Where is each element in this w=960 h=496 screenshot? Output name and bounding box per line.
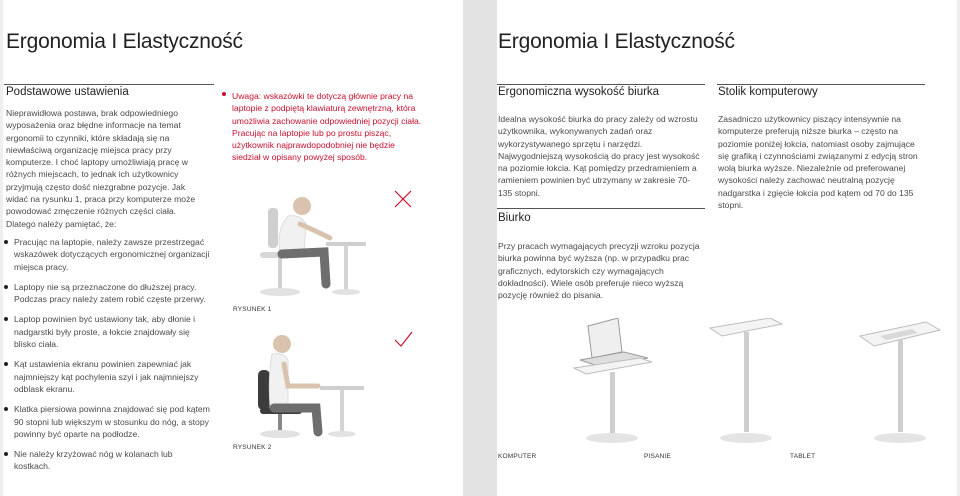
caption-pisanie: PISANIE	[644, 453, 672, 460]
desk-title: Biurko	[498, 212, 531, 224]
desk-base	[874, 433, 926, 443]
computer-table-text: Zasadniczo użytkownicy piszący intensywnie na komputerze preferują niższe biurka – często na poziomie poniżej łokcia, natomiast osoby zajmujące się grafiką i czynnościami związanymi z edycją stron wolą biurka wyższe. Niezależnie od preferowanej wysokości należy zachować neutralną pozycję nadgarstka i zgięcie łokcia pod kątem od 70 do 135 stopni.	[718, 114, 918, 211]
figure-1-illustration	[230, 180, 390, 305]
arm	[284, 364, 318, 386]
desk-column	[898, 340, 903, 432]
left-page-edge	[0, 0, 3, 496]
head	[273, 335, 291, 353]
column-2-rule	[717, 84, 925, 85]
head	[293, 197, 311, 215]
chair-post	[278, 414, 282, 432]
desk-base	[586, 433, 638, 443]
chair-post	[278, 258, 282, 288]
warning-text: Uwaga: wskazówki te dotyczą głównie pracy na laptopie z podpiętą klawiaturą zewnętrzną, która umożliwia zachowanie odpowiedniej pozycji ciała. Pracując na laptopie lub po prostu pisząc, użytkownik najprawdopodobniej nie będzie siedział w opisany powyżej sposób.	[232, 91, 422, 163]
computer-table-title: Stolik komputerowy	[718, 86, 818, 98]
chair-back	[268, 208, 278, 248]
figure-1-label: RYSUNEK 1	[233, 306, 272, 313]
desk-base	[720, 433, 772, 443]
section-rule	[4, 84, 214, 85]
caption-komputer: KOMPUTER	[498, 453, 537, 460]
intro-paragraph: Nieprawidłowa postawa, brak odpowiedniego wyposażenia oraz błędne informacje na temat ergonomii to czynniki, które składają się na niewłaściwą organizację miejsca pracy przy komputerze. I choć laptopy umożliwiają pracę w różnych miejscach, to jednak ich użytkownicy przyjmują często dość niezgrabne pozycje. Jak widać na rysunku 1, praca przy komputerze może powodować zmęczenie różnych części ciała. Dlatego należy pamiętać, że:	[6, 108, 196, 229]
desk-column	[610, 372, 615, 434]
chair-base	[260, 430, 300, 438]
table-leg	[340, 390, 344, 432]
cross-icon	[392, 188, 414, 210]
desk-text: Przy pracach wymagających precyzji wzroku pozycja biurka powinna być wyższa (np. w przypadku prac graficznych, edytorskich czy wymagających dokładności). Wiele osób preferuje nieco wyższą pozycję również do pisania.	[498, 241, 700, 301]
list-item: Nie należy krzyżować nóg w kolanach lub kostkach.	[4, 448, 210, 473]
legs	[282, 252, 326, 284]
figure-2-illustration	[230, 320, 390, 440]
column-1-rule	[497, 84, 705, 85]
book-spine	[463, 0, 497, 496]
table-leg	[344, 246, 348, 290]
table-base	[332, 289, 360, 295]
section-title-basic-settings: Podstawowe ustawienia	[6, 86, 129, 98]
figure-2-label: RYSUNEK 2	[233, 444, 272, 451]
laptop-screen	[588, 318, 622, 358]
tablet-desk	[860, 322, 940, 443]
chair-back	[258, 370, 270, 410]
column-1b-rule	[497, 208, 705, 209]
list-item: Laptopy nie są przeznaczone do dłuższej pracy. Podczas pracy należy zatem robić częste przerwy.	[4, 281, 210, 306]
list-item: Laptop powinien być ustawiony tak, aby dłonie i nadgarstki były proste, a łokcie znajdowały się blisko ciała.	[4, 313, 210, 350]
guidelines-list	[4, 236, 210, 481]
torso	[279, 216, 306, 252]
writing-desk	[710, 318, 782, 443]
left-page-title: Ergonomia I Elastyczność	[6, 30, 243, 53]
computer-desk	[574, 318, 652, 443]
desk-positions-illustration	[560, 318, 960, 453]
desk-height-text: Idealna wysokość biurka do pracy zależy od wzrostu użytkownika, wykonywanych zadań oraz wykorzystywanego sprzętu i narzędzi. Najwygodniejszą wysokością do pracy jest wysokość na poziomie łokcia. Kąt pomiędzy przedramieniem a ramieniem powinien być utrzymany w zakresie 70-135 stopni.	[498, 114, 700, 198]
desk-column	[744, 332, 749, 432]
table-top	[320, 386, 364, 390]
chair-base	[260, 288, 300, 296]
check-icon	[392, 328, 414, 350]
warning-note	[222, 90, 422, 164]
caption-tablet: TABLET	[790, 453, 816, 460]
right-page-title: Ergonomia I Elastyczność	[498, 30, 735, 53]
list-item: Klatka piersiowa powinna znajdować się pod kątem 90 stopni lub większym w stosunku do nóg, a stopy powinny być oparte na podłodze.	[4, 403, 210, 440]
warning-bullet-icon	[222, 92, 226, 96]
list-item: Kąt ustawienia ekranu powinien zapewniać jak najmniejszy kąt pochylenia szyi i jak najmniejszy odblask ekranu.	[4, 358, 210, 395]
list-item: Pracując na laptopie, należy zawsze przestrzegać wskazówek dotyczących ergonomicznej organizacji miejsca pracy.	[4, 236, 210, 273]
table-base	[328, 431, 356, 437]
desk-height-title: Ergonomiczna wysokość biurka	[498, 86, 660, 98]
table-top	[326, 242, 366, 246]
